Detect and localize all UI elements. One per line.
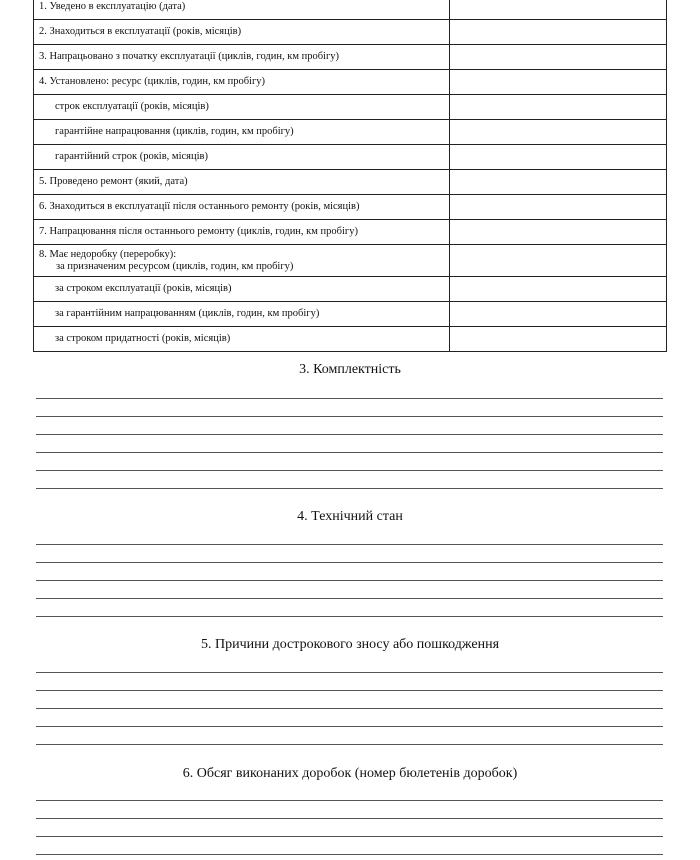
fill-in-line[interactable] xyxy=(36,854,663,855)
row-label: строк експлуатації (років, місяців) xyxy=(34,95,450,120)
table-row xyxy=(34,120,667,145)
fill-in-line[interactable] xyxy=(36,416,663,417)
fill-in-line[interactable] xyxy=(36,598,663,599)
table-row xyxy=(34,145,667,170)
table-row xyxy=(34,302,667,327)
section-title-causes: 5. Причини дострокового зносу або пошкодження xyxy=(200,637,500,652)
row-label: за гарантійним напрацюванням (циклів, годин, км пробігу) xyxy=(34,302,450,327)
row-value-field[interactable] xyxy=(450,145,667,170)
fill-in-line[interactable] xyxy=(36,616,663,617)
fill-in-line[interactable] xyxy=(36,690,663,691)
table-row xyxy=(34,0,667,20)
fill-in-line[interactable] xyxy=(36,488,663,489)
fill-in-line[interactable] xyxy=(36,452,663,453)
table-row xyxy=(34,45,667,70)
fill-in-line[interactable] xyxy=(36,580,663,581)
row-label: 5. Проведено ремонт (який, дата) xyxy=(34,170,450,195)
fill-in-line[interactable] xyxy=(36,708,663,709)
table-row xyxy=(34,170,667,195)
fill-in-line[interactable] xyxy=(36,726,663,727)
table-row xyxy=(34,95,667,120)
section-title-completeness: 3. Комплектність xyxy=(299,362,401,377)
row-value-field[interactable] xyxy=(450,95,667,120)
fill-in-line[interactable] xyxy=(36,744,663,745)
table-row xyxy=(34,20,667,45)
row-label: 3. Напрацьовано з початку експлуатації (циклів, годин, км пробігу) xyxy=(34,45,450,70)
fill-in-line[interactable] xyxy=(36,800,663,801)
row-value-field[interactable] xyxy=(450,302,667,327)
table-row xyxy=(34,277,667,302)
row-value-field[interactable] xyxy=(450,0,667,20)
section-title-modifications: 6. Обсяг виконаних доробок (номер бюлетенів доробок) xyxy=(182,766,518,781)
section-title-technical-state: 4. Технічний стан xyxy=(297,509,403,524)
fill-in-line[interactable] xyxy=(36,398,663,399)
row-sublabel: за призначеним ресурсом (циклів, годин, км пробігу) xyxy=(56,260,294,272)
table-row xyxy=(34,195,667,220)
row-label-group xyxy=(34,245,450,277)
fill-in-line[interactable] xyxy=(36,562,663,563)
row-value-field[interactable] xyxy=(450,277,667,302)
row-label: гарантійний строк (років, місяців) xyxy=(34,145,450,170)
table-row xyxy=(34,70,667,95)
row-label: за строком експлуатації (років, місяців) xyxy=(34,277,450,302)
fill-in-line[interactable] xyxy=(36,434,663,435)
resource-table xyxy=(33,0,667,352)
row-label: гарантійне напрацювання (циклів, годин, км пробігу) xyxy=(34,120,450,145)
fill-in-line[interactable] xyxy=(36,836,663,837)
row-label: за строком придатності (років, місяців) xyxy=(34,327,450,352)
row-value-field[interactable] xyxy=(450,195,667,220)
row-label: 6. Знаходиться в експлуатації після останнього ремонту (років, місяців) xyxy=(34,195,450,220)
row-value-field[interactable] xyxy=(450,20,667,45)
row-label: 4. Установлено: ресурс (циклів, годин, км пробігу) xyxy=(34,70,450,95)
fill-in-line[interactable] xyxy=(36,544,663,545)
table-row xyxy=(34,245,667,277)
row-label: 8. Має недоробку (переробку): xyxy=(39,248,177,260)
row-value-field[interactable] xyxy=(450,327,667,352)
fill-in-line[interactable] xyxy=(36,470,663,471)
row-value-field[interactable] xyxy=(450,70,667,95)
fill-in-line[interactable] xyxy=(36,672,663,673)
table-row xyxy=(34,220,667,245)
fill-in-line[interactable] xyxy=(36,818,663,819)
row-value-field[interactable] xyxy=(450,170,667,195)
row-value-field[interactable] xyxy=(450,120,667,145)
table-row xyxy=(34,327,667,352)
row-value-field[interactable] xyxy=(450,245,667,277)
row-value-field[interactable] xyxy=(450,220,667,245)
row-label: 7. Напрацювання після останнього ремонту (циклів, годин, км пробігу) xyxy=(34,220,450,245)
row-label: 2. Знаходиться в експлуатації (років, місяців) xyxy=(34,20,450,45)
row-value-field[interactable] xyxy=(450,45,667,70)
row-label: 1. Уведено в експлуатацію (дата) xyxy=(34,0,450,20)
